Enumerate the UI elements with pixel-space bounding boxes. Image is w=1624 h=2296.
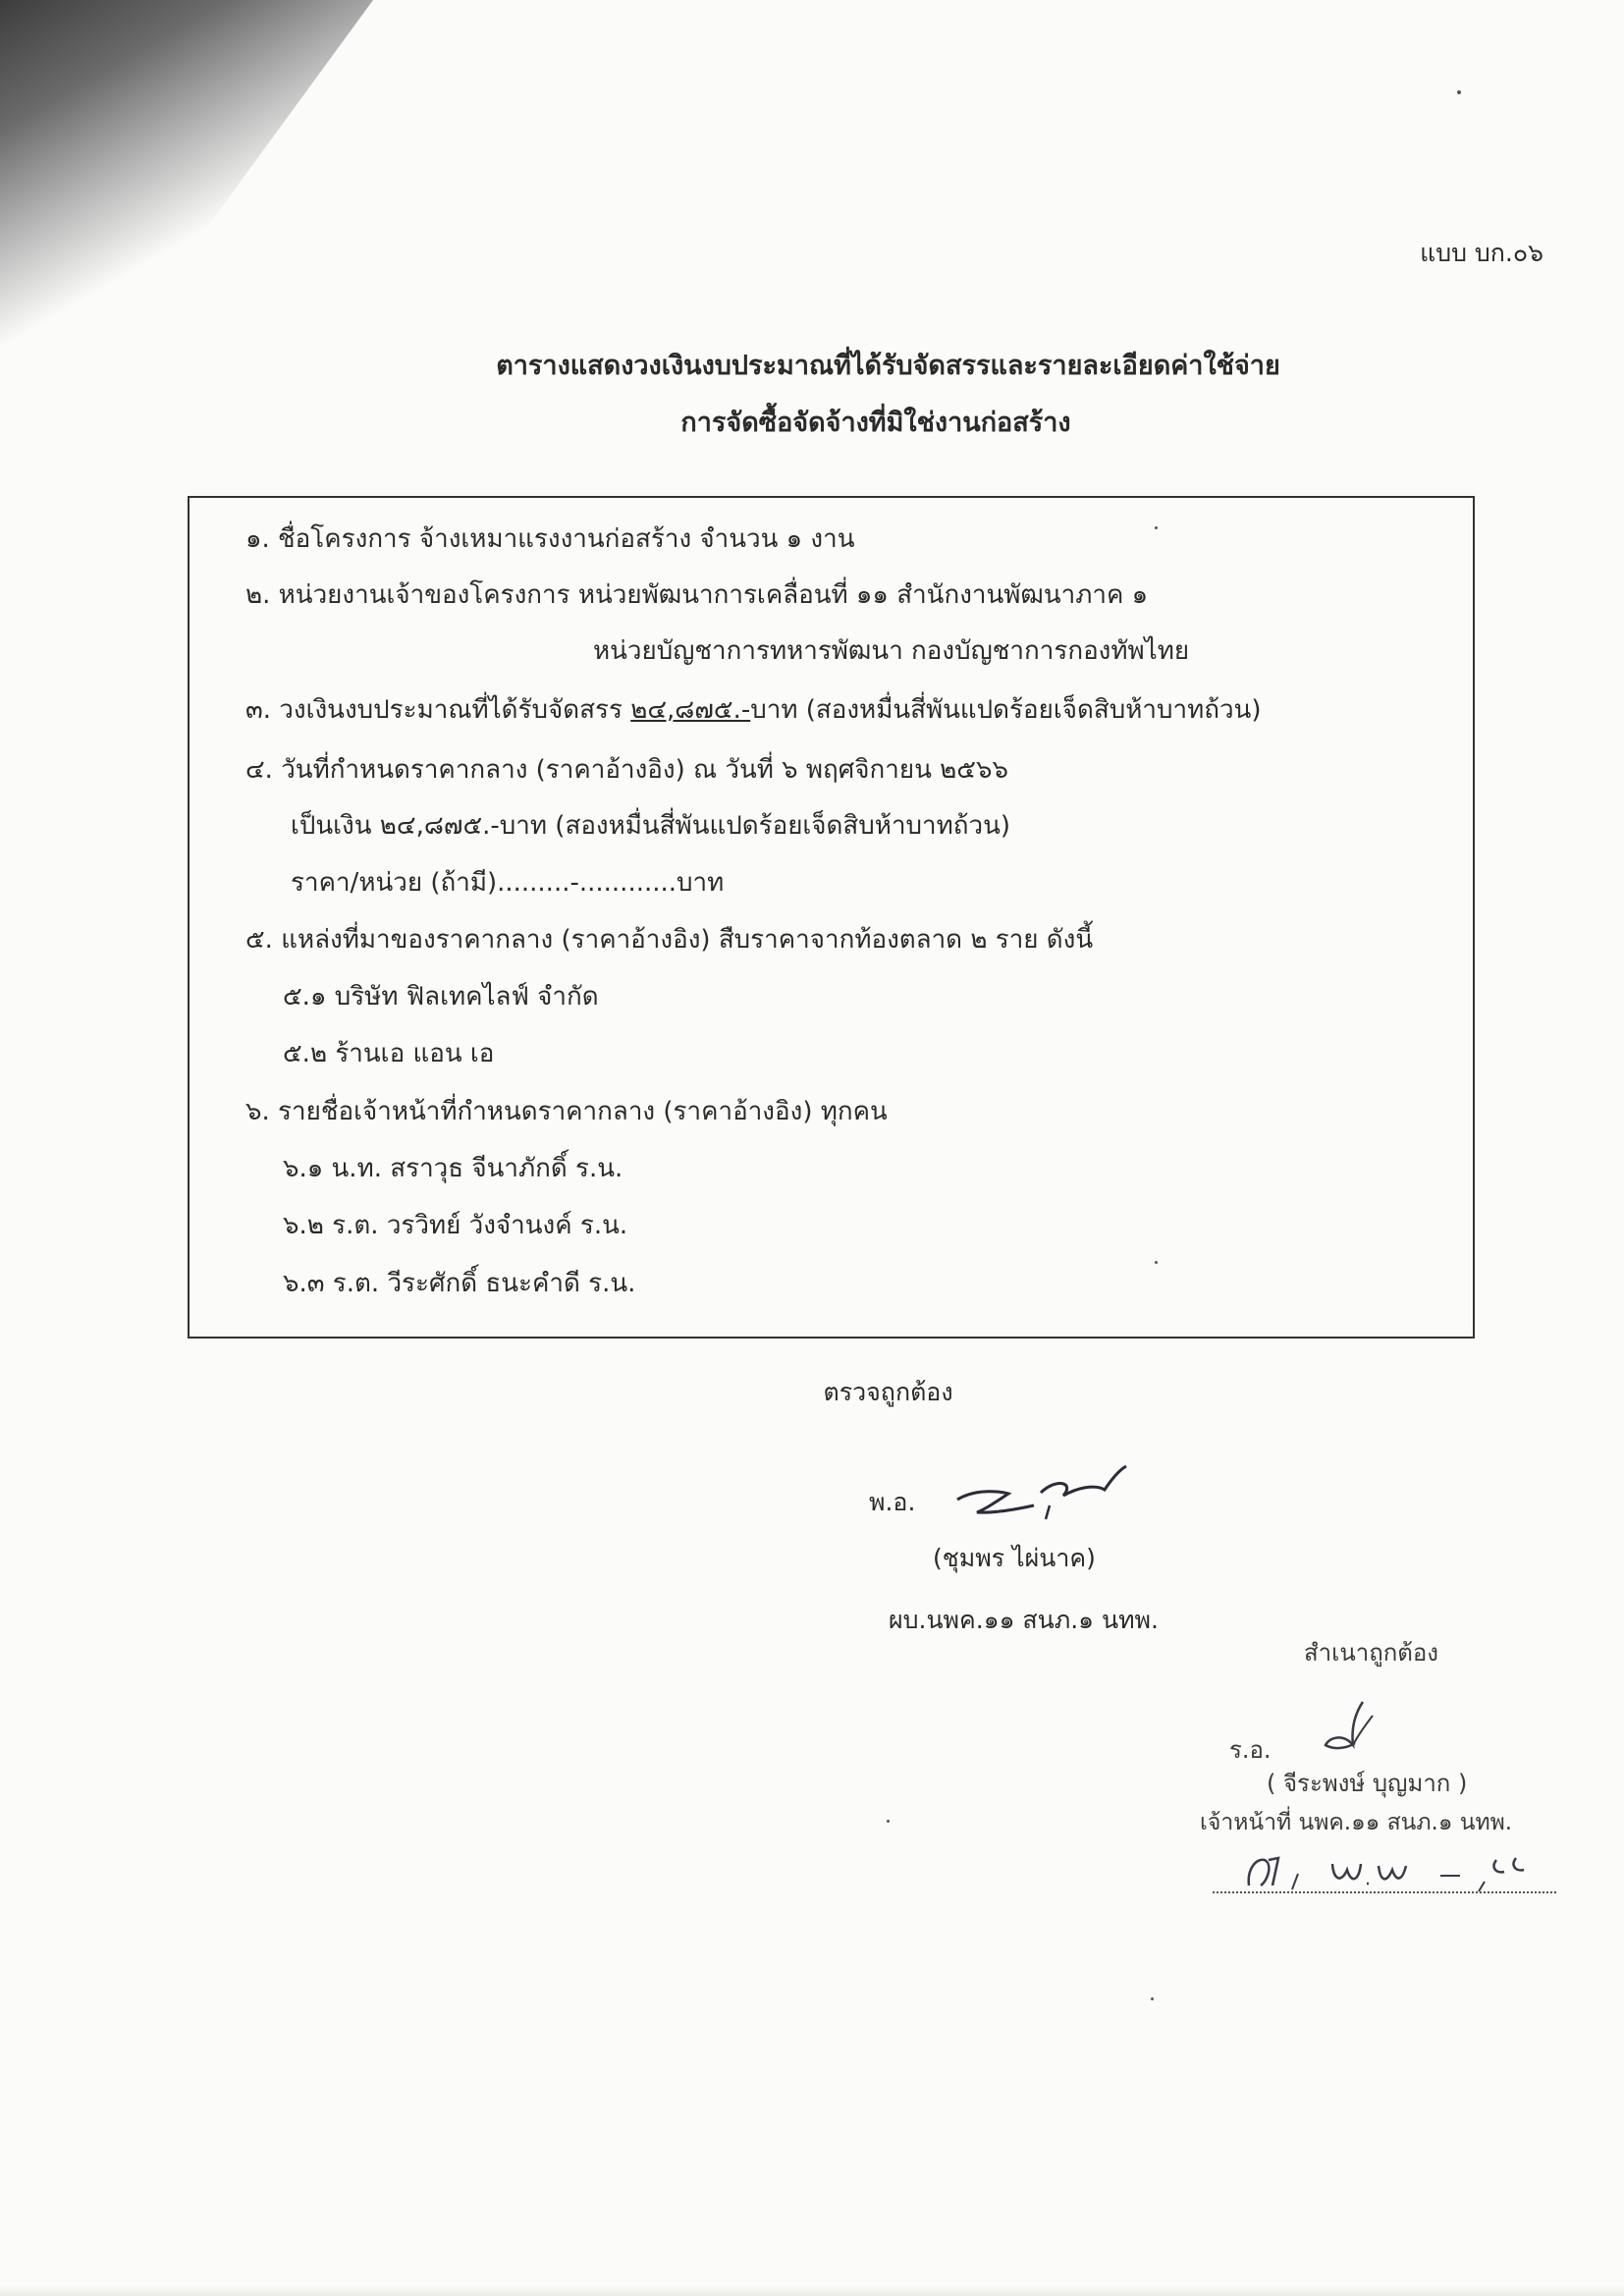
budget-line <box>245 689 1261 730</box>
price-source-1: ๕.๑ บริษัท ฟิลเทคไลฟ์ จำกัด <box>283 982 599 1011</box>
project-name: ๑. ชื่อโครงการ จ้างเหมาแรงงานก่อสร้าง จำนวน ๑ งาน <box>245 524 855 554</box>
reference-date: ๔. วันที่กำหนดราคากลาง (ราคาอ้างอิง) ณ วันที่ ๖ พฤศจิกายน ๒๕๖๖ <box>245 755 1008 785</box>
official-1: ๖.๑ น.ท. สราวุธ จีนาภักดิ์ ร.น. <box>283 1154 623 1183</box>
certified-copy-label: สำเนาถูกต้อง <box>1304 1639 1438 1667</box>
verifier-position: ผบ.นพค.๑๑ สนภ.๑ นทพ. <box>889 1606 1159 1634</box>
copy-certifier-name: ( จีระพงษ์ บุญมาก ) <box>1267 1770 1468 1797</box>
unit-price: ราคา/หน่วย (ถ้ามี).........-............บาท <box>291 868 725 898</box>
price-source-2: ๕.๒ ร้านเอ แอน เอ <box>283 1039 495 1068</box>
copy-date-handwriting <box>1239 1846 1573 1897</box>
document-subtitle: การจัดซื้อจัดจ้างที่มิใช่งานก่อสร้าง <box>680 408 1071 438</box>
copy-certifier-position: เจ้าหน้าที่ นพค.๑๑ สนภ.๑ นทพ. <box>1200 1810 1513 1835</box>
reference-amount: เป็นเงิน ๒๔,๘๗๕.-บาท (สองหมื่นสี่พันแปดร้อยเจ็ดสิบห้าบาทถ้วน) <box>291 811 1011 841</box>
scan-speck <box>1155 526 1158 529</box>
verification-label: ตรวจถูกต้อง <box>823 1378 953 1406</box>
scan-edge <box>0 2286 1624 2296</box>
verifier-rank: พ.อ. <box>869 1488 916 1516</box>
scan-speck <box>1457 90 1461 94</box>
budget-label: ๓. วงเงินงบประมาณที่ได้รับจัดสรร <box>245 695 631 725</box>
copy-certifier-signature <box>1316 1694 1404 1763</box>
price-sources-heading: ๕. แหล่งที่มาของราคากลาง (ราคาอ้างอิง) สืบราคาจากท้องตลาด ๒ ราย ดังนี้ <box>245 925 1094 955</box>
officials-heading: ๖. รายชื่อเจ้าหน้าที่กำหนดราคากลาง (ราคาอ้างอิง) ทุกคน <box>245 1097 888 1126</box>
official-3: ๖.๓ ร.ต. วีระศักดิ์ ธนะคำดี ร.น. <box>283 1269 636 1298</box>
owner-agency-continued: หน่วยบัญชาการทหารพัฒนา กองบัญชาการกองทัพไทย <box>593 636 1190 666</box>
verifier-name: (ชุมพร ไผ่นาค) <box>933 1544 1096 1572</box>
form-code: แบบ บก.๐๖ <box>1420 239 1543 267</box>
scan-speck <box>1151 1997 1154 2000</box>
scan-speck <box>1155 1261 1158 1264</box>
budget-words: บาท (สองหมื่นสี่พันแปดร้อยเจ็ดสิบห้าบาทถ้วน) <box>750 695 1262 725</box>
owner-agency: ๒. หน่วยงานเจ้าของโครงการ หน่วยพัฒนาการเคลื่อนที่ ๑๑ สำนักงานพัฒนาภาค ๑ <box>245 580 1149 610</box>
copy-certifier-rank: ร.อ. <box>1229 1736 1272 1764</box>
document-title: ตารางแสดงวงเงินงบประมาณที่ได้รับจัดสรรและรายละเอียดค่าใช้จ่าย <box>496 351 1280 381</box>
budget-amount: ๒๔,๘๗๕.- <box>630 695 751 725</box>
scan-speck <box>887 1820 890 1823</box>
verifier-signature <box>947 1458 1134 1527</box>
official-2: ๖.๒ ร.ต. วรวิทย์ วังจำนงค์ ร.น. <box>283 1211 628 1240</box>
copy-date-underline <box>1213 1891 1556 1893</box>
